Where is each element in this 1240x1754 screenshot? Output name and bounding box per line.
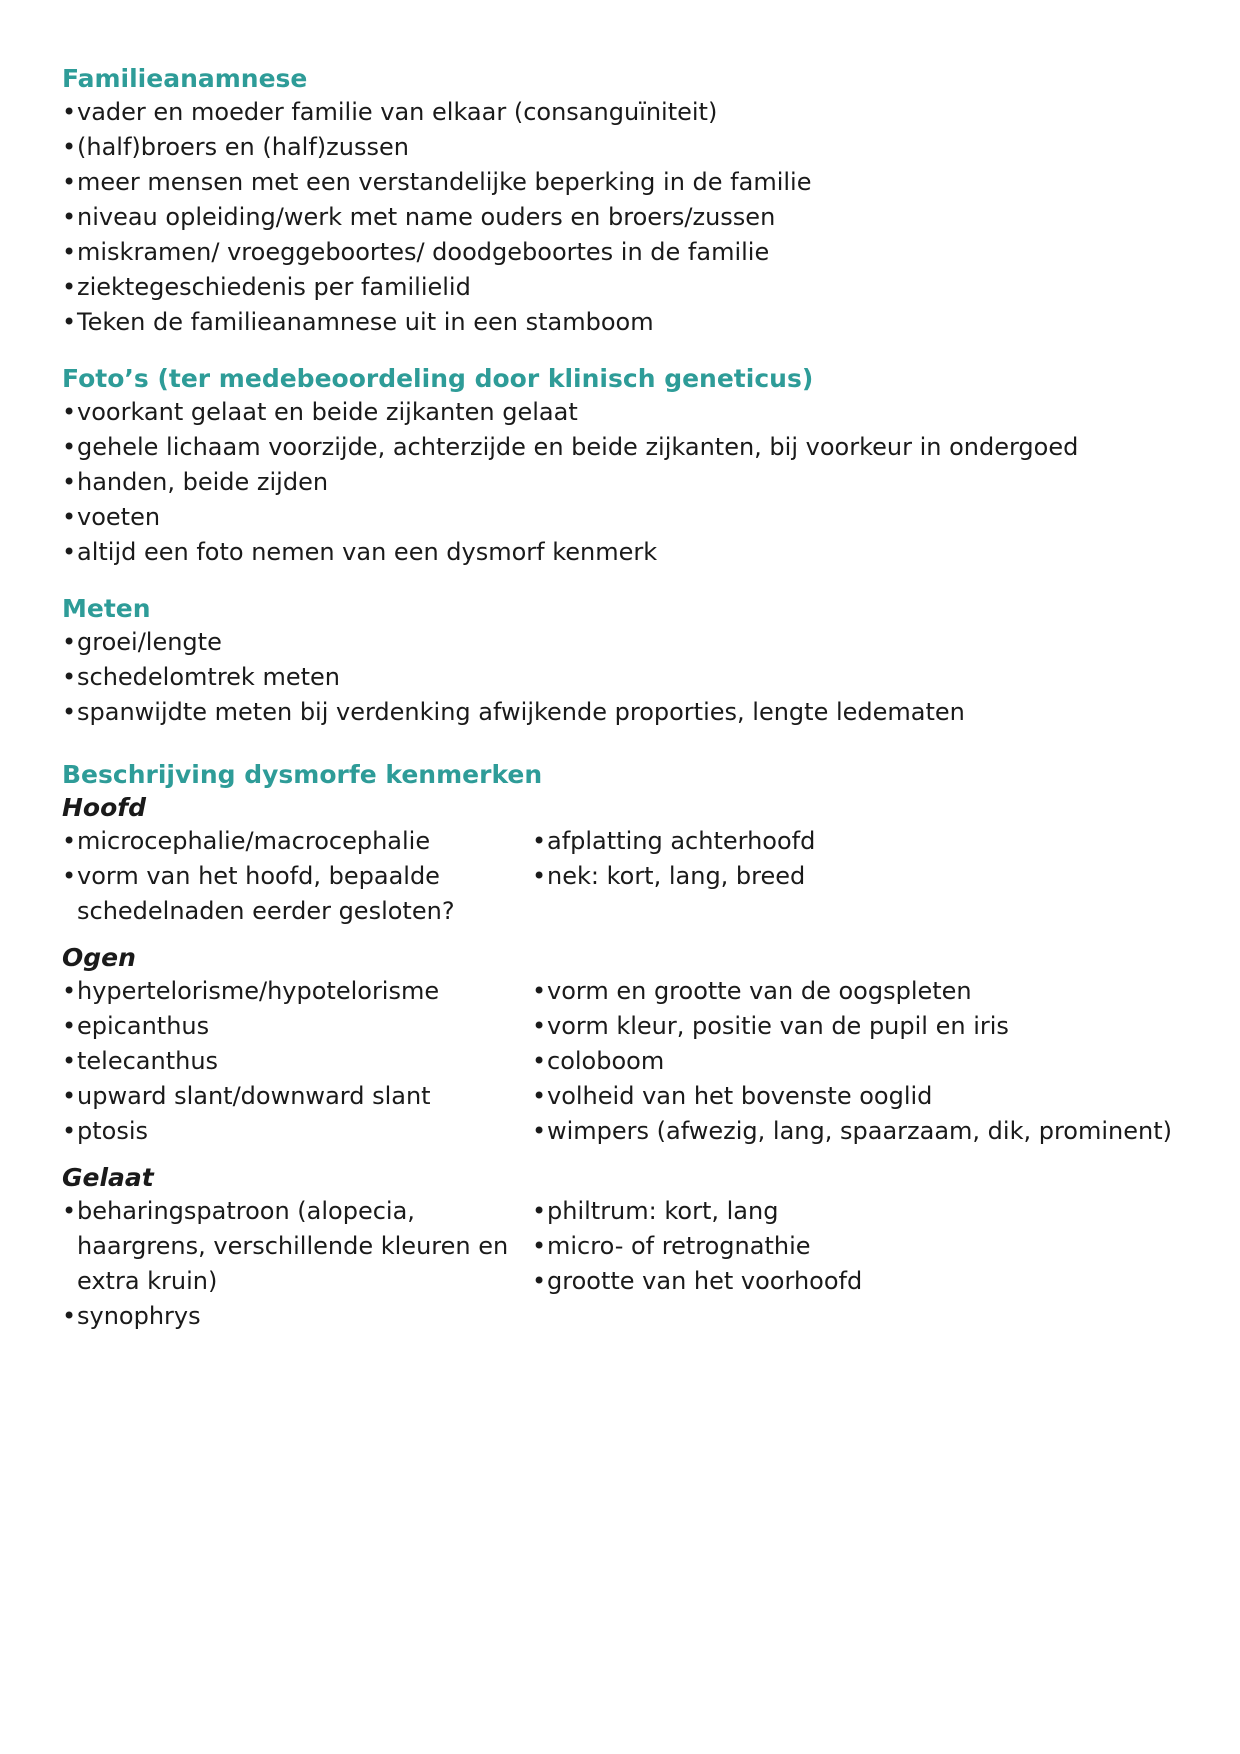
list-item: • vorm van het hoofd, bepaalde schedelnaden eerder gesloten? — [62, 859, 532, 929]
list-item: • altijd een foto nemen van een dysmorf kenmerk — [62, 535, 1192, 570]
section-title: Meten — [62, 594, 151, 623]
bullet-list — [62, 395, 1192, 570]
subsection-title: Ogen — [62, 943, 136, 972]
list-item: • vorm kleur, positie van de pupil en iris — [532, 1009, 1192, 1044]
list-item: • epicanthus — [62, 1009, 532, 1044]
bullet-list — [62, 95, 1192, 340]
list-item: • microcephalie/macrocephalie — [62, 824, 532, 859]
two-column-list — [62, 974, 1192, 1149]
list-item: • miskramen/ vroeggeboortes/ doodgeboortes in de familie — [62, 235, 1192, 270]
list-item: • volheid van het bovenste ooglid — [532, 1079, 1192, 1114]
list-item: • hypertelorisme/hypotelorisme — [62, 974, 532, 1009]
list-item: • gehele lichaam voorzijde, achterzijde en beide zijkanten, bij voorkeur in ondergoed — [62, 430, 1192, 465]
section-title: Foto’s (ter medebeoordeling door klinisch geneticus) — [62, 364, 814, 393]
list-item: • handen, beide zijden — [62, 465, 1192, 500]
list-item: • nek: kort, lang, breed — [532, 859, 1192, 894]
bullet-list — [62, 625, 1192, 730]
subsection-title: Gelaat — [62, 1163, 154, 1192]
section-dysmorfe-kenmerken — [62, 758, 1192, 1334]
list-item: • afplatting achterhoofd — [532, 824, 1192, 859]
list-item: • Teken de familieanamnese uit in een stamboom — [62, 305, 1192, 340]
list-item: • (half)broers en (half)zussen — [62, 130, 1192, 165]
list-item: • upward slant/downward slant — [62, 1079, 532, 1114]
group-gelaat — [62, 1161, 1192, 1334]
list-item: • vorm en grootte van de oogspleten — [532, 974, 1192, 1009]
two-column-list — [62, 1194, 1192, 1334]
bullet-list-right — [532, 974, 1192, 1149]
section-title: Beschrijving dysmorfe kenmerken — [62, 760, 543, 789]
bullet-list-left — [62, 824, 532, 929]
list-item: • meer mensen met een verstandelijke beperking in de familie — [62, 165, 1192, 200]
section-title: Familieanamnese — [62, 64, 308, 93]
list-item: • voorkant gelaat en beide zijkanten gelaat — [62, 395, 1192, 430]
list-item: • telecanthus — [62, 1044, 532, 1079]
list-item: • groei/lengte — [62, 625, 1192, 660]
group-hoofd — [62, 791, 1192, 929]
list-item: • micro- of retrognathie — [532, 1229, 1192, 1264]
list-item: • wimpers (afwezig, lang, spaarzaam, dik, prominent) — [532, 1114, 1192, 1149]
subsection-title: Hoofd — [62, 793, 147, 822]
bullet-list-right — [532, 1194, 1192, 1299]
bullet-list-left — [62, 1194, 532, 1334]
bullet-list-right — [532, 824, 1192, 894]
document-page — [62, 62, 1192, 1356]
list-item: • beharingspatroon (alopecia, haargrens, verschillende kleuren en extra kruin) — [62, 1194, 532, 1299]
list-item: • philtrum: kort, lang — [532, 1194, 1192, 1229]
list-item: • vader en moeder familie van elkaar (consanguïniteit) — [62, 95, 1192, 130]
section-familieanamnese — [62, 62, 1192, 340]
list-item: • ziektegeschiedenis per familielid — [62, 270, 1192, 305]
list-item: • schedelomtrek meten — [62, 660, 1192, 695]
bullet-list-left — [62, 974, 532, 1149]
group-ogen — [62, 941, 1192, 1149]
section-fotos — [62, 362, 1192, 570]
section-meten — [62, 592, 1192, 730]
list-item: • spanwijdte meten bij verdenking afwijkende proporties, lengte ledematen — [62, 695, 1192, 730]
list-item: • ptosis — [62, 1114, 532, 1149]
list-item: • coloboom — [532, 1044, 1192, 1079]
two-column-list — [62, 824, 1192, 929]
list-item: • synophrys — [62, 1299, 532, 1334]
list-item: • grootte van het voorhoofd — [532, 1264, 1192, 1299]
list-item: • voeten — [62, 500, 1192, 535]
list-item: • niveau opleiding/werk met name ouders en broers/zussen — [62, 200, 1192, 235]
